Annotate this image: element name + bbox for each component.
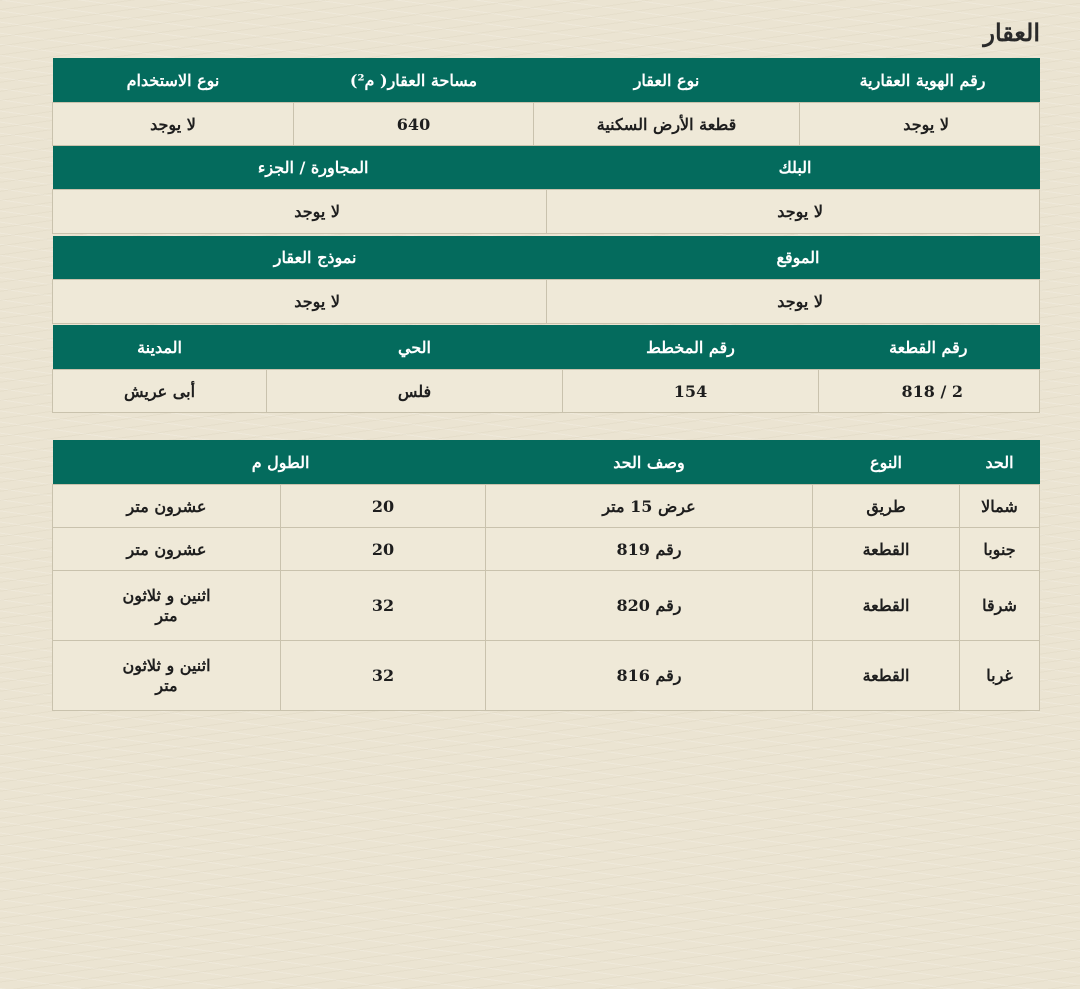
- boundary-description: رقم 820: [486, 571, 813, 641]
- boundary-length-words: عشرون متر: [53, 485, 281, 528]
- table-row: [53, 528, 1040, 571]
- boundary-direction: جنوبا: [960, 528, 1040, 571]
- header-length: الطول م: [53, 440, 486, 485]
- boundary-length: 20: [281, 528, 486, 571]
- header-block: البلك: [547, 146, 1040, 190]
- value-scheme-number: 154: [563, 370, 819, 413]
- table-row: [53, 641, 1040, 711]
- table-row: [53, 485, 1040, 528]
- boundaries-table: [52, 440, 1040, 711]
- value-plot-number: 818 / 2: [819, 370, 1040, 413]
- boundary-length: 32: [281, 571, 486, 641]
- value-property-area: 640: [294, 103, 534, 146]
- header-property-type: نوع العقار: [534, 58, 800, 103]
- boundary-length-words: اثنين و ثلاثون متر: [53, 641, 281, 711]
- boundary-type: القطعة: [813, 641, 960, 711]
- boundary-length-words: عشرون متر: [53, 528, 281, 571]
- boundary-description: رقم 819: [486, 528, 813, 571]
- header-property-area: مساحة العقار( م²): [294, 58, 534, 103]
- location-table: [52, 236, 1040, 324]
- boundary-direction: شرقا: [960, 571, 1040, 641]
- boundary-direction: غربا: [960, 641, 1040, 711]
- value-location: لا يوجد: [547, 280, 1040, 324]
- header-boundary-description: وصف الحد: [486, 440, 813, 485]
- header-boundary-type: النوع: [813, 440, 960, 485]
- boundary-description: عرض 15 متر: [486, 485, 813, 528]
- location-header-row: [53, 236, 1040, 280]
- header-boundary: الحد: [960, 440, 1040, 485]
- value-property-id: لا يوجد: [800, 103, 1040, 146]
- header-plot-number: رقم القطعة: [819, 325, 1040, 370]
- table-row: [53, 571, 1040, 641]
- header-district: الحي: [267, 325, 563, 370]
- block-header-row: [53, 146, 1040, 190]
- value-neighborhood-part: لا يوجد: [53, 190, 547, 234]
- page-title: العقار: [983, 18, 1040, 47]
- header-scheme-number: رقم المخطط: [563, 325, 819, 370]
- plot-value-row: [53, 370, 1040, 413]
- header-neighborhood-part: المجاورة / الجزء: [53, 146, 547, 190]
- boundary-type: القطعة: [813, 571, 960, 641]
- header-city: المدينة: [53, 325, 267, 370]
- value-city: أبى عريش: [53, 370, 267, 413]
- plot-header-row: [53, 325, 1040, 370]
- value-property-type: قطعة الأرض السكنية: [534, 103, 800, 146]
- boundary-type: القطعة: [813, 528, 960, 571]
- value-usage-type: لا يوجد: [53, 103, 294, 146]
- value-property-model: لا يوجد: [53, 280, 547, 324]
- header-property-id: رقم الهوية العقارية: [800, 58, 1040, 103]
- boundary-length-words: اثنين و ثلاثون متر: [53, 571, 281, 641]
- value-district: فلس: [267, 370, 563, 413]
- value-block: لا يوجد: [547, 190, 1040, 234]
- boundary-direction: شمالا: [960, 485, 1040, 528]
- boundaries-header-row: [53, 440, 1040, 485]
- property-value-row-1: [53, 103, 1040, 146]
- header-property-model: نموذج العقار: [53, 236, 547, 280]
- block-table: [52, 146, 1040, 234]
- plot-table: [52, 325, 1040, 413]
- property-header-row-1: [53, 58, 1040, 103]
- boundary-length: 20: [281, 485, 486, 528]
- header-usage-type: نوع الاستخدام: [53, 58, 294, 103]
- block-value-row: [53, 190, 1040, 234]
- header-location: الموقع: [547, 236, 1040, 280]
- location-value-row: [53, 280, 1040, 324]
- boundary-length: 32: [281, 641, 486, 711]
- boundary-type: طريق: [813, 485, 960, 528]
- boundary-description: رقم 816: [486, 641, 813, 711]
- property-table: [52, 58, 1040, 146]
